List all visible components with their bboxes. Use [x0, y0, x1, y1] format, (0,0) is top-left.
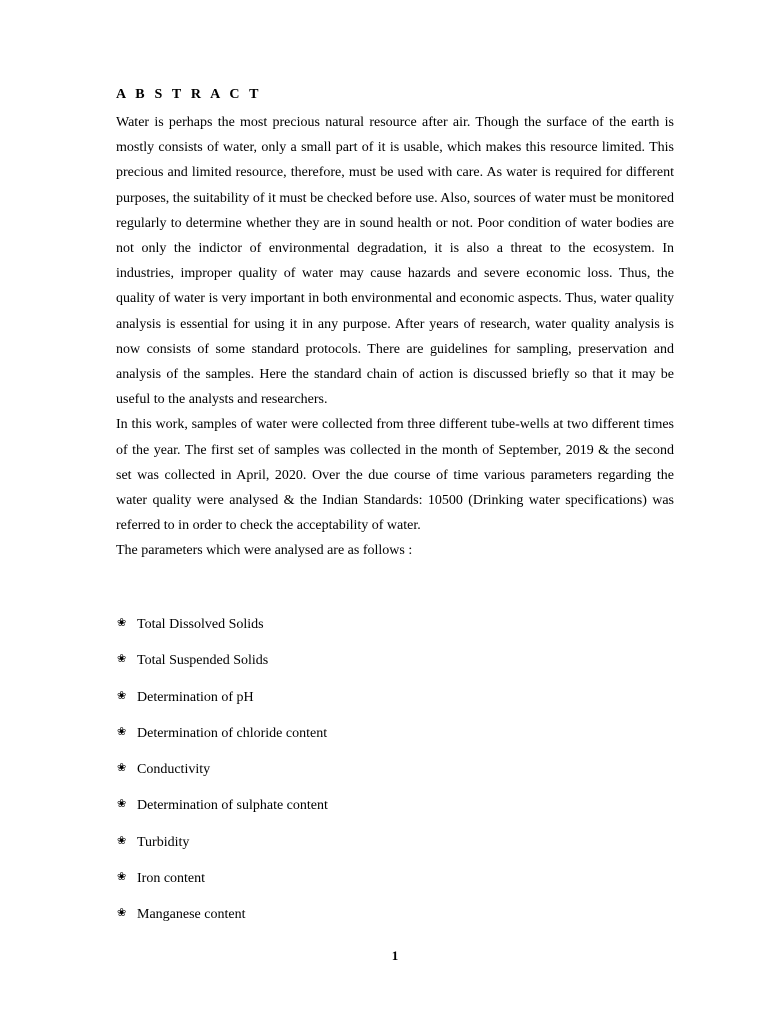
parameters-list: [116, 614, 674, 941]
list-item: [116, 904, 674, 940]
list-item: [116, 723, 674, 759]
list-item-label: Iron content: [137, 871, 206, 887]
list-item: [116, 795, 674, 831]
list-item-label: Total Dissolved Solids: [137, 617, 264, 632]
list-item: [116, 868, 674, 904]
list-item-label: Determination of sulphate content: [137, 798, 328, 814]
flower-bullet-icon: ❀: [117, 653, 127, 666]
list-item: [116, 832, 674, 868]
list-item-label: Turbidity: [137, 834, 190, 850]
page-number: 1: [391, 948, 399, 963]
list-item-label: Manganese content: [137, 907, 246, 923]
flower-bullet-icon: ❀: [117, 834, 127, 847]
flower-bullet-icon: ❀: [117, 907, 127, 920]
abstract-heading: A B S T R A C T: [116, 87, 262, 102]
list-item: [116, 614, 674, 650]
paragraph-methodology: In this work, samples of water were collected from three different tube-wells at two different times of the year. The first set of samples was collected in the month of September, 2019 & the second set was collected in April, 2020. Over the due course of time various parameters regarding the water quality were analysed & the Indian Standards: 10500 (Drinking water specifications) was referred to in order to check the acceptability of water.: [116, 417, 674, 534]
list-item-label: Total Suspended Solids: [137, 653, 269, 669]
list-item-label: Determination of pH: [137, 689, 254, 705]
paragraph-parameters-lead: The parameters which were analysed are as follows :: [116, 543, 413, 559]
flower-bullet-icon: ❀: [117, 689, 127, 702]
abstract-body: [116, 110, 674, 564]
flower-bullet-icon: ❀: [117, 762, 127, 775]
flower-bullet-icon: ❀: [117, 798, 127, 811]
list-item: [116, 687, 674, 723]
list-item: [116, 650, 674, 686]
list-item-label: Determination of chloride content: [137, 725, 328, 741]
list-item-label: Conductivity: [137, 762, 211, 778]
list-item: [116, 759, 674, 795]
flower-bullet-icon: ❀: [117, 871, 127, 884]
flower-bullet-icon: ❀: [117, 617, 127, 629]
paragraph-intro: Water is perhaps the most precious natural resource after air. Though the surface of the earth is mostly consists of water, only a small part of it is usable, which makes this resource limited. This precious and limited resource, therefore, must be used with care. As water is required for different purposes, the suitability of it must be checked before use. Also, sources of water must be monitored regularly to determine whether they are in sound health or not. Poor condition of water bodies are not only the indictor of environmental degradation, it is also a threat to the ecosystem. In industries, improper quality of water may cause hazards and severe economic loss. Thus, the quality of water is very important in both environmental and economic aspects. Thus, water quality analysis is essential for using it in any purpose. After years of research, water quality analysis is now consists of some standard protocols. There are guidelines for sampling, preservation and analysis of the samples. Here the standard chain of action is discussed briefly so that it may be useful to the analysts and researchers.: [116, 115, 674, 408]
flower-bullet-icon: ❀: [117, 725, 127, 738]
